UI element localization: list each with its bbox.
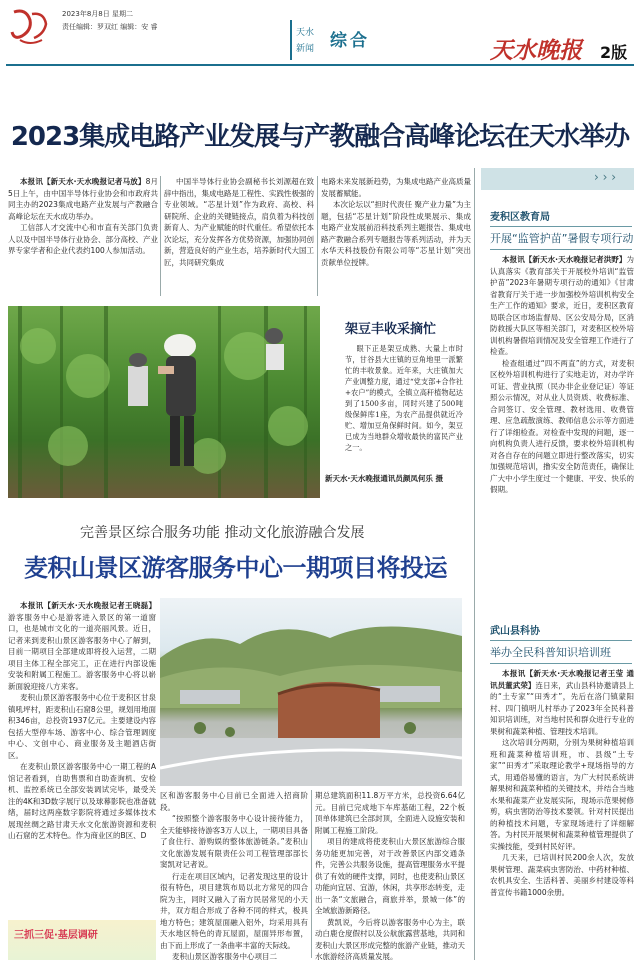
bean-harvest-photo	[8, 306, 320, 498]
sidebar-headline: 举办全民科普知识培训班	[490, 646, 611, 659]
lead-paragraph: 本次论坛以“担时代责任 聚产业力量”为主题，包括“芯星计划”阶段性成果展示、集成电路产业发展前沿科技系列主题报告、集成电路产教融合系列专题报告等系列活动，并为天水华天科技股份有限公司等“芯星计划”突出贡献单位授牌。	[321, 200, 471, 267]
sidebar-paragraph: 连日来，武山县科协邀请县上的“土专家”“田秀才”，先后在洛门镇蒙阳村、四门镇明儿村举办了2023年全民科普知识培训班，对当地村民和群众进行专业的果树和蔬菜种植、管理技术培训。	[490, 680, 634, 736]
maiji-byline: 本报讯【新天水·天水晚报记者王晓磊】	[20, 601, 156, 610]
column-divider	[317, 176, 318, 296]
page-number: 2版	[600, 43, 628, 62]
campaign-banner-text: 三抓三促·基层调研	[14, 930, 98, 941]
sidebar-byline: 本报讯【新天水·天水晚报记者王莹 通讯员董武荣】	[490, 669, 634, 690]
maiji-paragraph: 项目的建成将使麦积山大景区旅游综合服务功能更加完善，对于改善景区内部交通条件，完善公共服务设施，提高管理服务水平提供了有效的硬件支撑，同时，也使麦积山景区功能向宜居、宜游，休闲，共享形态转变，走出一条“文旅融合，商旅并举，景城一体”的全域旅游新路径。	[315, 837, 465, 915]
lead-column-2	[164, 176, 314, 298]
maiji-paragraph: 麦积山景区游客服务中心项目二	[172, 952, 277, 960]
sidebar-paragraph: 为认真落实《教育部关于开展校外培训“监管护苗”2023年暑期专项行动的通知》《甘肃省教育厅关于进一步加强校外培训机构安全生产工作的通知》要求，近日，麦积区教育局联合区市场监督局、区公安局分局，区消防救援大队区等相关部门，对麦积区校外培训机构暑假培训情况及安全管理工作进行了检查。	[490, 255, 634, 356]
bean-photo-credit: 新天水·天水晚报通讯员颜凤何乐 摄	[325, 474, 443, 483]
maiji-column-3	[315, 790, 465, 960]
chevron-right-icon: › › ›	[594, 170, 617, 184]
maiji-headline: 麦积山景区游客服务中心一期项目将投运	[24, 554, 447, 582]
lead-paragraph: 8月5日上午，由中国半导体行业协会和市政府共同主办的2023集成电路产业发展与产教融合高峰论坛在天水成功举办。	[8, 177, 158, 221]
maiji-paragraph: 期总建筑面积11.8万平方米，总投资6.64亿元。目前已完成地下车库基础工程，22个板顶单体建筑已全部封顶，全面进入设施安装和附属工程施工阶段。	[315, 791, 465, 835]
sidebar-paragraph: 几天来，已培训村民200余人次，发放果树管理、蔬菜病虫害防治、中药材种植、农机具安全、生活科普、美丽乡村建设等科普宣传书籍1000余册。	[490, 853, 634, 897]
lead-column-1	[8, 176, 158, 298]
sidebar-paragraph: 检查组通过“四不两直”的方式，对麦积区校外培训机构进行了实地走访，对办学许可证、营业执照（民办非企业登记证）等证照公示情况，对从业人员资质、收费标准、合同签订、安全管理、教材选用、收费管理、应急疏散演练、教师信息公示等方面进行了详细检查。对检查中发现的问题，逐一向机构负责人进行反馈，要求校外培训机构对各自存在的问题立即进行整改落实，切实加强规范培训，撸实安全防范责任，确保让广大中小学生度过一个健康、平安、快乐的假期。	[490, 358, 634, 494]
column-divider	[311, 790, 312, 958]
sidebar-divider	[474, 168, 475, 960]
lead-paragraph: 中国半导体行业协会副秘书长刘源超在致辞中指出，集成电路是工程性、实践性极强的专业领域。“芯星计划”作为政府、高校、科研院所、企业的关键链接点，肩负着为科技创新育人、为产业赋能的时代重任。希望依托本次论坛，充分发挥各方优势资源，加强协同创新，营造良好的产业生态，培养新时代大国工匠，共同研究集成	[164, 177, 314, 267]
sidebar-headline-box	[490, 640, 632, 664]
sidebar-section-education: 麦积区教育局	[490, 212, 550, 223]
bean-article-body	[345, 343, 463, 453]
section-title: 综合	[330, 31, 370, 51]
section-sub-line1: 天水	[296, 28, 315, 38]
editor-credits: 责任编辑：罗双红 编辑：安 睿	[62, 23, 158, 31]
lead-headline: 2023集成电路产业发展与产教融合高峰论坛在天水举办	[10, 122, 630, 152]
maiji-paragraph: “按照整个游客服务中心设计接待能力，全天能够接待游客3万人以上，一期项目具备了食住行、游购娱的整体旅游链条。”麦积山文化旅游发展有限责任公司工程管理部部长窦凯对记者说。	[160, 814, 308, 869]
bean-paragraph: 眼下正是架豆成熟、大量上市时节，甘谷县大庄镇的豆角地里一派繁忙的丰收景象。近年来，大庄镇加大产业调整力度，通过“党支部+合作社+农户”的模式，全镇立高秆植物起达到了1500多亩，同时兴建了500吨级保鲜库1座，为农产品提供就近冷贮、增加豆角保鲜时间。如今，架豆已成为当地群众增收最快的富民产业之一。	[345, 344, 463, 452]
maiji-paragraph: 行走在项目区域内，记者发现这里的设计很有特色，项目建筑布局以北方常见的四合院为主，同时又融入了南方民居常见的小天井，双方组合形成了各种不同的样式，极具地方特色；建筑屋面融入铝外，均采用具有天水地区特色的青瓦屋面，屋面异形布置，由下而上形成了一条曲率丰富的天际线。	[160, 871, 308, 950]
maiji-column-2	[160, 790, 308, 960]
sidebar-headline-box	[490, 226, 632, 250]
sidebar-article-1	[490, 254, 634, 602]
maiji-subtitle: 完善景区综合服务功能 推动文化旅游融合发展	[80, 525, 365, 541]
lead-byline: 本报讯【新天水·天水晚报记者马放】	[20, 177, 146, 186]
issue-date: 2023年8月8日 星期二	[62, 10, 133, 18]
section-sub-line2: 新闻	[296, 44, 315, 54]
maiji-paragraph: 在麦积山景区游客服务中心一期工程的A馆记者看到，自助售票和自助查询机、安检机、监控系统已全部安装调试完毕，最受关注的4K和3D数字展厅以及球幕影院也准备就绪，届时这两座数字影院将通过多媒体技术展现丝绸之路甘肃天水文化旅游资源和麦积山石窟的艺术特色。作为商业区的B区、D	[8, 762, 156, 840]
sidebar-headline: 开展“监管护苗”暑假专项行动	[490, 232, 634, 245]
newspaper-logo-icon	[6, 6, 54, 50]
maiji-paragraph: 游客服务中心是游客进入景区的第一道窗口，也是城市文化的一道亮丽风景。近日，记者来到麦积山景区游客服务中心了解到，目前一期项目全部建成即将投入运营，二期项目主体工程全部完工，正在进行内部设施安装和附属工程施工。游客服务中心将以崭新面貌迎接八方来客。	[8, 612, 156, 691]
maiji-paragraph: 区和游客服务中心目前已全面进入招商阶段。	[160, 791, 308, 812]
header-divider	[6, 64, 634, 66]
lead-paragraph: 工信部人才交流中心和市直有关部门负责人以及中国半导体行业协会、部分高校、产业界专家学者和企业代表约100人参加活动。	[8, 223, 158, 255]
lead-paragraph: 电路未来发展新趋势，为集成电路产业高质量发展蓄赋能。	[321, 177, 471, 198]
sidebar-section-science: 武山县科协	[490, 626, 540, 637]
masthead: 天水晚报	[490, 37, 582, 64]
section-subtitle	[296, 25, 314, 57]
maiji-column-1	[8, 600, 156, 916]
visitor-center-photo	[160, 598, 462, 786]
lead-column-3	[321, 176, 471, 298]
sidebar-paragraph: 这次培训分两期，分别为果树种植培训班和蔬菜种植培训班，市、县级“土专家”“田秀才”采取理论教学+现场指导的方式，用通俗易懂的语言，为广大村民系统讲解果树和蔬菜种植的关键技术，并结合当地水果和蔬菜产业发展实际，现场示范果树修剪，病虫害防治等技术要领。针对村民提出的种植技术问题，专家现场进行了详细解答。为村民开展果树和蔬菜种植管理提供了实操技能，受到村民好评。	[490, 738, 634, 851]
sidebar-article-2	[490, 668, 634, 960]
bean-headline: 架豆丰收采摘忙	[345, 322, 437, 337]
sidebar-byline: 本报讯【新天水·天水晚报记者洪野】	[502, 255, 627, 264]
column-divider	[160, 176, 161, 296]
maiji-paragraph: 麦积山景区游客服务中心位于麦积区甘泉镇吼坪村，距麦积山石窟8公里，规划用地面积346亩，总投资1937亿元。主要建设内容包括大型停车场、游客中心、综合管理调度中心、文创中心、商业服务及主题酒店街区。	[8, 693, 156, 760]
maiji-paragraph: 黄凯说，今后将以游客服务中心为主，联动白鹿仓度假村以及公航旅露营基地，共同和麦积山大景区形成完整的旅游产业链，推动天水旅游经济高质量发展。	[315, 917, 465, 960]
